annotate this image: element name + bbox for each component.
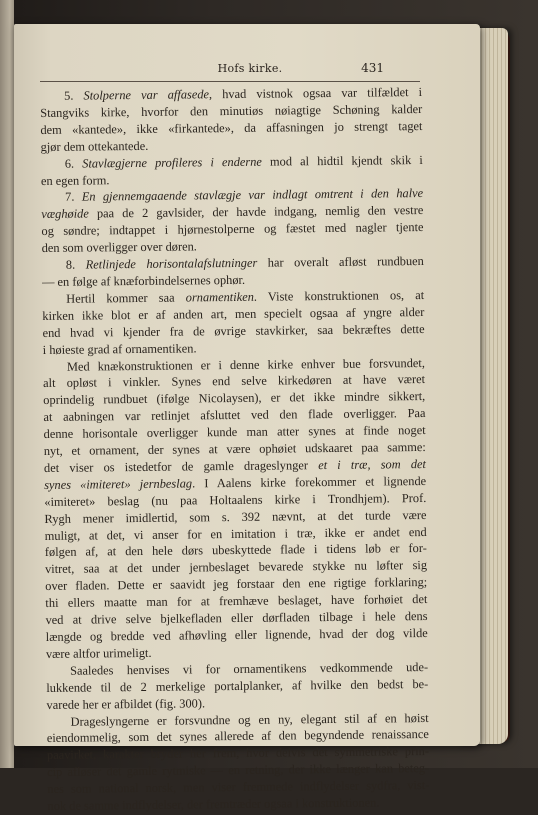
page-number: 431 xyxy=(361,61,384,75)
text-run: . Viste konstruktionen os, at xyxy=(253,287,425,304)
text-run: det viser os istedetfor de gamle drageslynger xyxy=(43,458,319,475)
text-run: nyt, et ornament, der synes at være ophøiet udskaaret paa samme: xyxy=(43,440,426,459)
italic-text: Stavlægjerne profileres i enderne xyxy=(82,154,262,171)
text-run: Med knækonstruktionen er i denne kirke enhver bue forsvundet, xyxy=(66,355,425,374)
italic-text: Retlinjede horisontalafslutninger xyxy=(85,255,258,272)
text-run: 6. xyxy=(64,156,83,171)
text-run: mod al hidtil kjendt skik i xyxy=(261,152,423,169)
text-run: cip afløser det gamle rytmiske — en retning, der ikke længer kan beteg- xyxy=(47,761,430,780)
text-run: og søndre; indtappet i hjørnestolperne og fæstet med nagler tjente xyxy=(41,220,424,239)
text-run: varede her er afbildet (fig. 300). xyxy=(46,695,206,712)
text-run: følgen af, at den hele dørs ubeskyttede flade i tidens løb er for- xyxy=(44,541,427,560)
text-run: paa de 2 gavlsider, der havde indgang, nemlig den vestre xyxy=(88,203,424,221)
text-run: , hvad vistnok ogsaa var tilfældet i xyxy=(208,84,423,102)
text-run: paavirket, karakter bryder her frem, hvor delvis det symmetriske prin- xyxy=(46,744,430,763)
text-run: Saaledes henvises vi for ornamentikens vedkommende ude- xyxy=(70,659,429,678)
text-run: har overalt afløst rundbuen xyxy=(257,254,424,270)
text-run: nes som national norsk, men viser fremmede indflydelser sydfra, vist- xyxy=(47,778,430,797)
text-line xyxy=(47,794,429,815)
italic-text: En gjennemgaaende stavlægje var indlagt omtrent i den halve xyxy=(81,186,424,205)
italic-text: et i træ, som det xyxy=(318,456,427,473)
italic-text: ornamentiken xyxy=(185,289,254,305)
text-run: 8. xyxy=(65,257,86,272)
text-run: eiendommelig, som det synes allerede af den begyndende renaissance xyxy=(46,727,429,746)
text-run: alt opløst i vinkler. Synes end selve kirkedøren at have været xyxy=(43,372,426,391)
italic-text: væghøide xyxy=(41,206,89,222)
book-page xyxy=(14,24,480,814)
text-run: i høieste grad af ornamentiken. xyxy=(42,340,197,357)
text-run: . I Aalens kirke forekommer et lignende xyxy=(191,473,427,491)
text-run: «imiteret» beslag (nu paa Holtaalens kirke i Trondhjem). Prof. xyxy=(44,490,427,509)
text-run: dem «kantede», ikke «firkantede», da affasningen jo strengt taget xyxy=(40,118,423,137)
text-run: muligt, at det, vi anser for en imitation i træ, ikke er andet end xyxy=(44,524,427,543)
text-run: end hvad vi kjender fra de øvrige stavkirker, saa bekræftes dette xyxy=(42,321,425,340)
text-run: lukkende til de 2 merkelige portalplanker, af hvilke den bedst be- xyxy=(46,676,429,695)
text-run: den som overligger over døren. xyxy=(41,239,197,256)
text-run: Rygh mener imidlertid, som s. 392 nævnt, at det turde være xyxy=(44,507,427,526)
text-run: at aabningen var retlinjet afsluttet ved den flade overligger. Paa xyxy=(43,406,426,425)
text-run: Stangviks kirke, hvorfor den minutiøs nøiagtige Schøning kalder xyxy=(40,101,423,120)
text-run: nok de samme indflydelser, der fremtræder ogsaa i konstruktionen. xyxy=(47,795,380,814)
body-text xyxy=(40,84,430,815)
header-rule xyxy=(40,81,420,82)
running-title: Hofs kirke. xyxy=(217,62,283,75)
text-run: en egen form. xyxy=(40,172,110,188)
text-run: oprindelig rundbuet (ifølge Nicolaysen), er det ikke mindre sikkert, xyxy=(43,389,426,408)
text-run: Drageslyngerne er forsvundne og en ny, elegant stil af en høist xyxy=(70,710,429,729)
text-run: gjør dem ottekantede. xyxy=(40,138,149,154)
italic-text: Stolperne var affasede xyxy=(83,87,210,103)
text-run: længde og bredde ved afhøvling eller lignende, hvad der dog vilde xyxy=(45,625,428,644)
text-run: vitret, saa at det under jernbeslaget bevarede stykke nu løfter sig xyxy=(44,558,428,577)
text-run: 7. xyxy=(65,190,82,205)
text-run: — en følge af knæforbindelsernes ophør. xyxy=(41,272,246,289)
text-run: denne horisontale overligger kunde man atter synes at finde noget xyxy=(43,423,426,442)
facing-page-edge xyxy=(0,0,14,768)
text-run: thi ellers maatte man for at fremhæve beslaget, have forhøiet det xyxy=(45,592,428,611)
text-run: over fladen. Dette er saavidt jeg forstaar den ene rigtige forklaring; xyxy=(45,575,428,594)
text-run: kirken ikke blot er af anden art, men specielt ogsaa af yngre alder xyxy=(42,304,425,323)
text-run: Hertil kommer saa xyxy=(66,290,186,306)
text-run: være altfor urimeligt. xyxy=(45,645,152,661)
text-run: 5. xyxy=(64,88,84,103)
italic-text: synes «imiteret» jernbeslag xyxy=(44,476,193,492)
running-header xyxy=(40,62,460,80)
text-run: ved at drive selve bjelkefladen eller dørfladen tilbage i hele dens xyxy=(45,609,428,628)
